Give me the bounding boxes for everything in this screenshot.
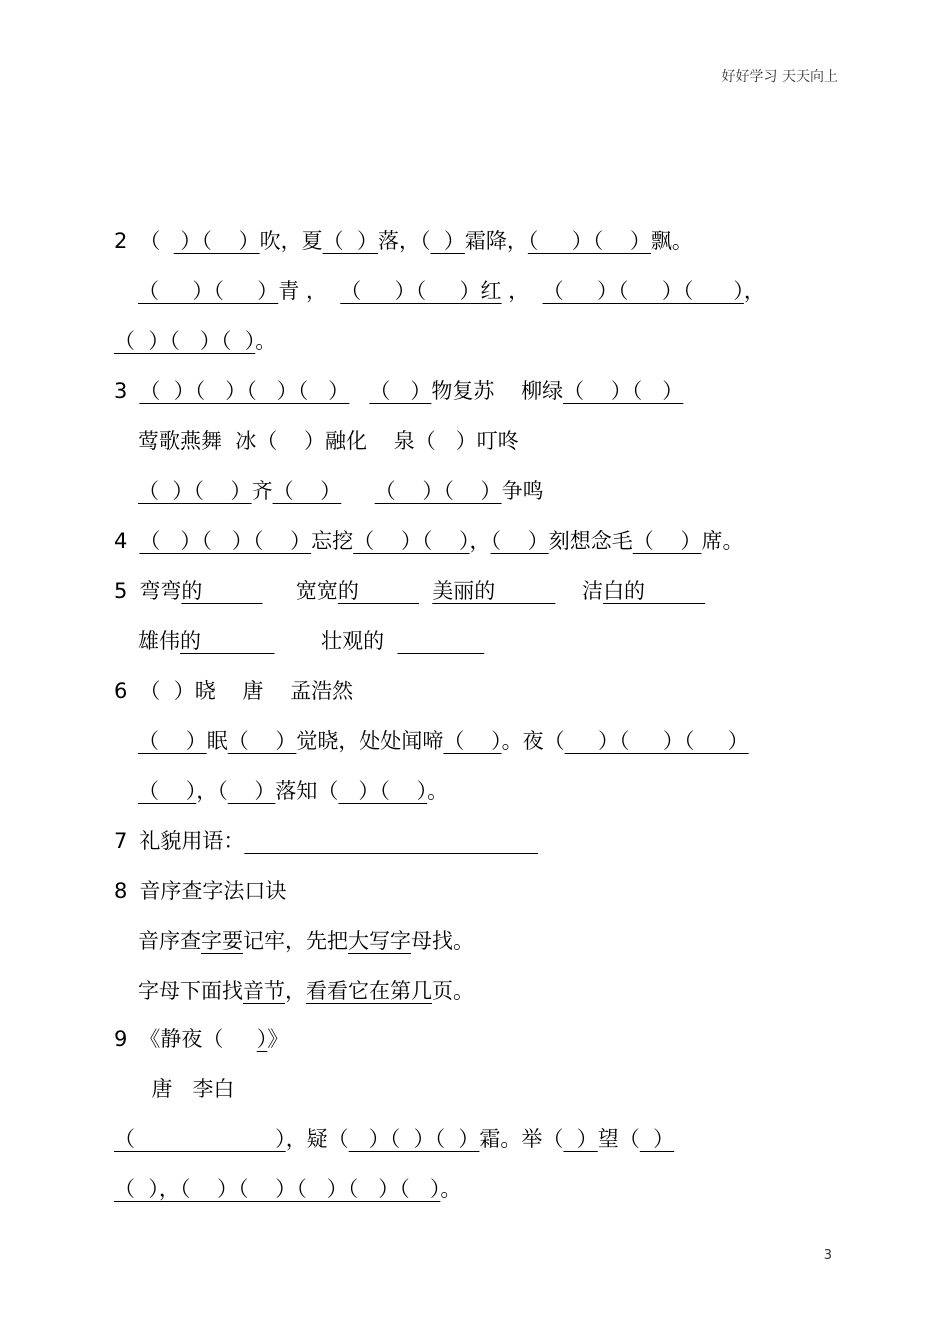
worksheet-line: [114, 1025, 288, 1053]
line-text: 飘。: [650, 229, 693, 253]
fill-blank: 白的: [603, 579, 706, 603]
fill-blank: ）（ ）: [338, 779, 428, 803]
line-text: 。: [440, 1177, 462, 1201]
line-text: ，: [501, 279, 543, 303]
line-text: 宽宽: [262, 579, 338, 603]
worksheet-line: [138, 927, 474, 955]
fill-blank: ）: [227, 779, 276, 803]
line-text: 刻想念毛: [548, 529, 633, 553]
line-text: [349, 379, 369, 403]
line-text: 礼貌用语：: [139, 829, 245, 853]
line-text: 音序查字法口诀: [139, 879, 287, 903]
worksheet-line: [114, 1125, 674, 1153]
line-text: 霜降，: [464, 229, 528, 253]
line-text: [419, 579, 432, 603]
line-text: （: [139, 229, 174, 253]
line-text: 《静夜（: [139, 1027, 257, 1051]
fill-blank: ）: [563, 1127, 598, 1151]
fill-blank: 音节: [243, 979, 285, 1003]
fill-blank: ）: [256, 1027, 268, 1051]
fill-blank: ）: [430, 229, 465, 253]
question-number: 7: [114, 829, 128, 853]
fill-blank: （ ）（ ）（ ）: [542, 279, 744, 303]
fill-blank: （ ）: [443, 729, 502, 753]
line-text: 席。: [701, 529, 744, 553]
question-number: 6: [114, 679, 128, 703]
line-text: ，: [285, 979, 306, 1003]
line-text: 。: [427, 779, 449, 803]
line-text: 音序查: [138, 929, 201, 953]
line-text: 洁: [555, 579, 604, 603]
line-text: 物复苏 柳绿: [431, 379, 564, 403]
worksheet-line: [114, 827, 538, 855]
line-text: 霜。举（: [479, 1127, 564, 1151]
line-text: [341, 479, 374, 503]
line-text: 齐: [251, 479, 273, 503]
line-text: ，（: [196, 779, 228, 803]
line-text: 吹，夏: [259, 229, 323, 253]
fill-blank: （ ）: [632, 529, 702, 553]
line-text: 壮观的: [274, 629, 398, 653]
fill-blank: （ ）（ ）（ ）: [114, 329, 256, 353]
worksheet-line: [114, 877, 286, 905]
worksheet-line: [138, 477, 544, 505]
fill-blank: ）（ ）（ ）: [348, 1127, 480, 1151]
line-text: 落知（: [275, 779, 339, 803]
fill-blank: ）: [639, 1127, 675, 1151]
fill-blank: 看看它在第几: [306, 979, 432, 1003]
line-text: 青 ，: [278, 279, 341, 303]
fill-blank: （ ）: [369, 379, 432, 403]
line-text: 雄伟: [138, 629, 180, 653]
worksheet-line: [114, 327, 276, 355]
line-text: 弯弯: [139, 579, 182, 603]
line-text: 唐 李白: [138, 1077, 235, 1101]
fill-blank: 美丽的: [432, 579, 556, 603]
fill-blank: （ ）（ ）红: [340, 279, 502, 303]
question-number: 9: [114, 1027, 128, 1051]
fill-blank: [398, 629, 485, 653]
line-text: 莺歌燕舞 冰（ ）融化 泉（ ）叮咚: [138, 429, 519, 453]
line-text: （ ）晓 唐 孟浩然: [139, 679, 354, 703]
line-text: 落，（: [377, 229, 431, 253]
question-number: 4: [114, 529, 128, 553]
line-text: 字母下面找: [138, 979, 243, 1003]
fill-blank: （ ）: [227, 729, 297, 753]
worksheet-line: [114, 377, 683, 405]
fill-blank: （ ）: [272, 479, 342, 503]
line-text: 母找。: [411, 929, 474, 953]
worksheet-line: [114, 227, 693, 255]
fill-blank: 的: [180, 629, 275, 653]
fill-blank: （ ），（ ）（ ）（ ）（ ）（ ）: [114, 1177, 441, 1201]
line-text: 忘挖: [311, 529, 354, 553]
line-text: 望（: [597, 1127, 640, 1151]
worksheet-line: [114, 527, 743, 555]
worksheet-line: [114, 1175, 461, 1203]
worksheet-line: [114, 577, 705, 605]
fill-blank: （ ）（ ）: [138, 279, 279, 303]
fill-blank: （ ）（ ）: [374, 479, 502, 503]
line-text: 觉晓，处处闻啼: [296, 729, 444, 753]
question-number: 3: [114, 379, 128, 403]
fill-blank: [244, 829, 538, 853]
fill-blank: 的: [337, 579, 419, 603]
worksheet-line: [138, 1075, 234, 1103]
fill-blank: （ ）（ ）（ ）: [139, 529, 312, 553]
question-number: 5: [114, 579, 128, 603]
fill-blank: （ ）（ ）: [138, 479, 252, 503]
line-text: 。: [255, 329, 277, 353]
line-text: ，: [469, 529, 491, 553]
line-text: 页。: [432, 979, 474, 1003]
fill-blank: （ ）（ ）: [527, 229, 651, 253]
line-text: 。夜（: [501, 729, 565, 753]
line-text: 记牢，先把: [243, 929, 348, 953]
worksheet-line: [138, 777, 448, 805]
fill-blank: （ ）（ ）（ ）（ ）: [139, 379, 350, 403]
page-number: 3: [823, 1248, 832, 1263]
page-header: 好好学习 天天向上: [721, 69, 838, 85]
line-text: 》: [267, 1027, 289, 1051]
fill-blank: （ ）: [490, 529, 549, 553]
fill-blank: （ ）（ ）: [563, 379, 684, 403]
fill-blank: （ ）: [114, 1127, 286, 1151]
fill-blank: （ ）: [138, 779, 197, 803]
worksheet-line: [138, 977, 474, 1005]
fill-blank: 字要: [201, 929, 243, 953]
worksheet-line: [114, 677, 353, 705]
fill-blank: （ ）: [138, 729, 207, 753]
fill-blank: 的: [181, 579, 263, 603]
question-number: 8: [114, 879, 128, 903]
worksheet-line: [138, 277, 765, 305]
fill-blank: （ ）（ ）: [353, 529, 470, 553]
worksheet-line: [138, 627, 484, 655]
fill-blank: 大写字: [348, 929, 411, 953]
question-number: 2: [114, 229, 128, 253]
line-text: ，: [743, 279, 765, 303]
worksheet-line: [138, 427, 519, 455]
fill-blank: ）（ ）: [173, 229, 260, 253]
worksheet-line: [138, 727, 749, 755]
line-text: 争鸣: [501, 479, 544, 503]
line-text: 眠: [206, 729, 228, 753]
fill-blank: （ ）: [322, 229, 378, 253]
fill-blank: ）（ ）（ ）: [564, 729, 749, 753]
line-text: ，疑（: [285, 1127, 349, 1151]
